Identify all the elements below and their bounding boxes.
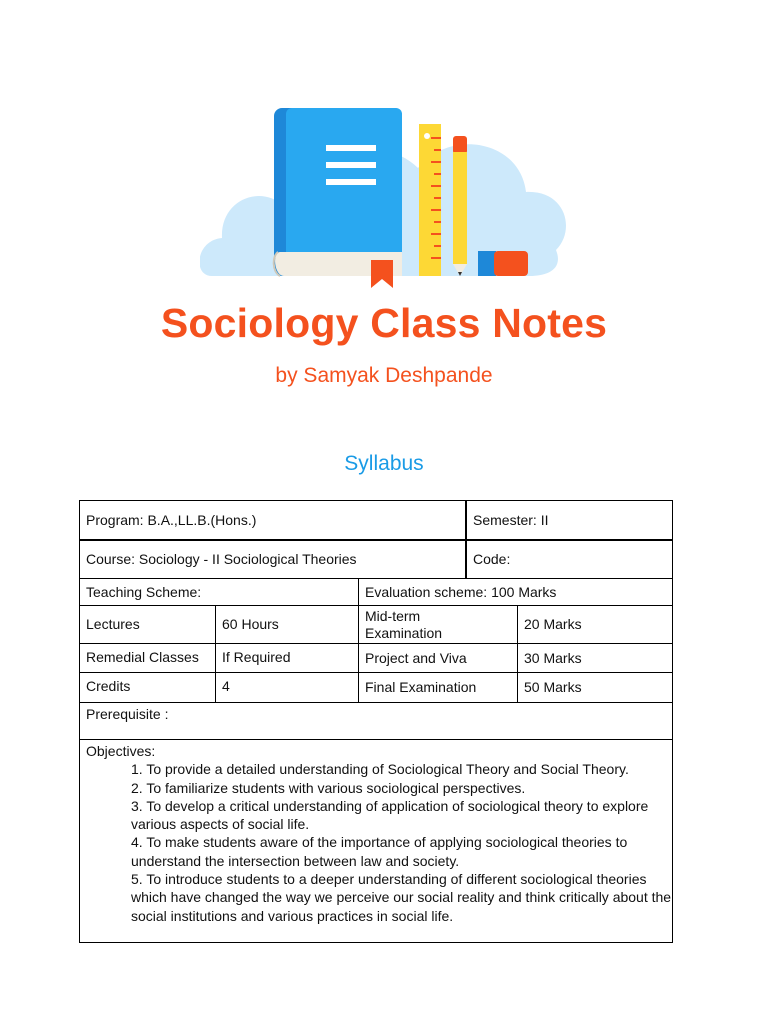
objective-item: 4. To make students aware of the importance of applying sociological theories to understand the intersection between law and society.: [131, 834, 628, 869]
midterm-label: Mid-term Examination: [365, 607, 443, 641]
final-exam-marks: 50 Marks: [524, 679, 582, 695]
lectures-value: 60 Hours: [222, 616, 279, 632]
objectives-label: Objectives:: [86, 743, 156, 759]
objective-item: 5. To introduce students to a deeper understanding of different sociological theories which have changed the way we perceive our social reality and think critically about the social institutions and various practices in social life.: [131, 871, 672, 924]
page-title: Sociology Class Notes: [160, 300, 608, 346]
program-cell: Program: B.A.,LL.B.(Hons.): [86, 511, 257, 528]
ruler-icon: [419, 124, 441, 276]
remedial-value: If Required: [222, 649, 291, 665]
project-viva-label: Project and Viva: [365, 649, 467, 666]
semester-cell: Semester: II: [473, 511, 549, 528]
remedial-label: Remedial Classes: [86, 649, 199, 665]
book-icon: [274, 108, 402, 288]
syllabus-table: [79, 500, 673, 943]
midterm-marks: 20 Marks: [524, 616, 582, 632]
section-heading: Syllabus: [344, 452, 424, 475]
evaluation-scheme-cell: Evaluation scheme: 100 Marks: [365, 583, 557, 600]
objective-item: 2. To familiarize students with various sociological perspectives.: [131, 779, 526, 796]
project-viva-marks: 30 Marks: [524, 649, 582, 666]
objectives-list: [86, 760, 672, 925]
credits-label: Credits: [86, 678, 131, 694]
objective-item: 3. To develop a critical understanding of application of sociological theory to explore various aspects of social life.: [131, 797, 649, 833]
author-byline: by Samyak Deshpande: [275, 364, 493, 387]
code-cell: Code:: [473, 551, 511, 567]
course-cell: Course: Sociology - II Sociological Theories: [86, 551, 357, 567]
final-exam-label: Final Examination: [365, 679, 477, 695]
objective-item: 1. To provide a detailed understanding of Sociological Theory and Social Theory.: [131, 761, 629, 778]
pencil-icon: [453, 136, 467, 276]
stationery-illustration: [200, 80, 570, 290]
objectives-cell: [86, 742, 672, 925]
credits-value: 4: [222, 678, 230, 694]
teaching-scheme-cell: Teaching Scheme:: [86, 583, 202, 600]
eraser-icon: [478, 251, 528, 276]
prerequisite-cell: Prerequisite :: [86, 706, 169, 722]
table-rule: [80, 739, 672, 740]
lectures-label: Lectures: [86, 616, 140, 632]
